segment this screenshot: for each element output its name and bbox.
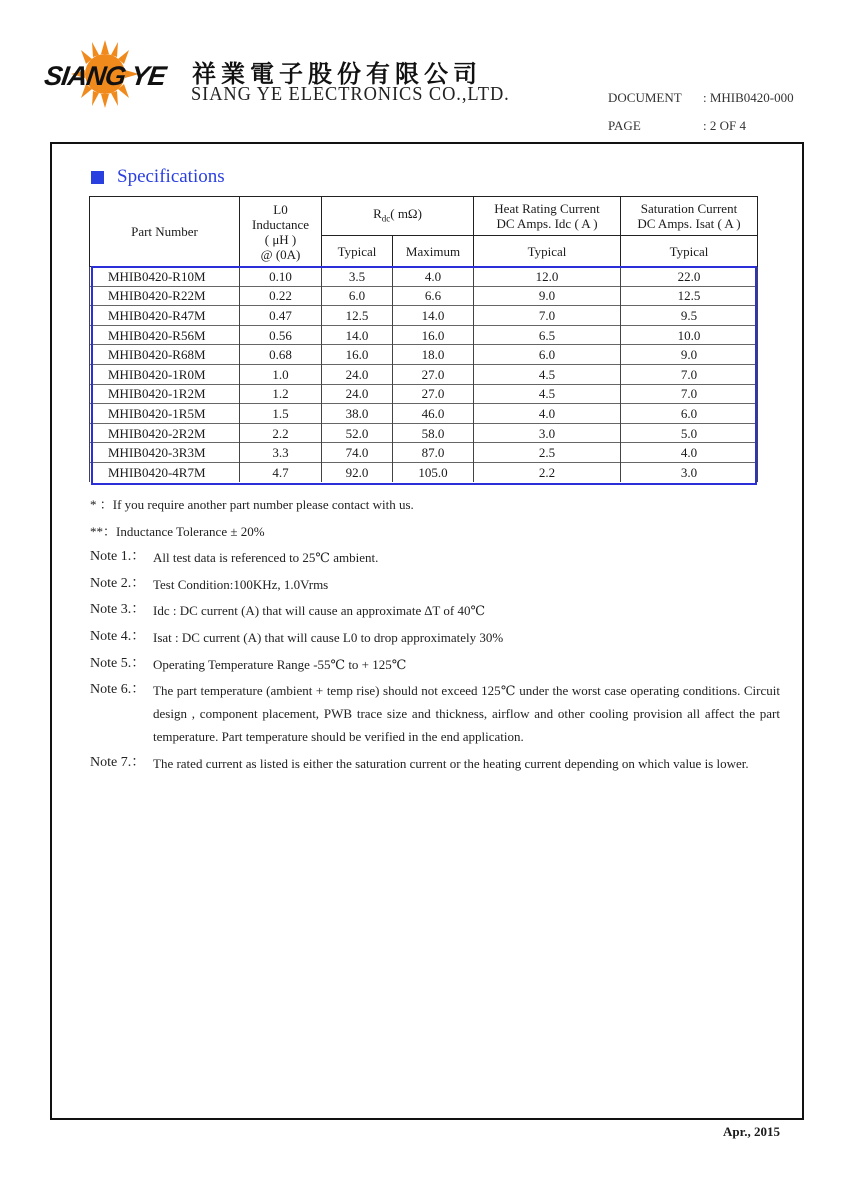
- cell-part-number: MHIB0420-R47M: [90, 306, 240, 326]
- cell-isat: 22.0: [621, 267, 758, 287]
- cell-isat: 9.5: [621, 306, 758, 326]
- note-text: All test data is referenced to 25℃ ambient.: [153, 550, 379, 565]
- cell-part-number: MHIB0420-1R2M: [90, 384, 240, 404]
- cell-idc: 2.5: [474, 443, 621, 463]
- note-text: Test Condition:100KHz, 1.0Vrms: [153, 577, 329, 592]
- table-row: [90, 345, 758, 365]
- cell-part-number: MHIB0420-3R3M: [90, 443, 240, 463]
- document-number: [608, 90, 794, 106]
- cell-part-number: MHIB0420-4R7M: [90, 462, 240, 481]
- company-name-chinese: 祥業電子股份有限公司: [192, 59, 482, 88]
- cell-inductance: 3.3: [240, 443, 322, 463]
- cell-rdc-typical: 52.0: [322, 423, 393, 443]
- cell-isat: 3.0: [621, 462, 758, 481]
- cell-part-number: MHIB0420-2R2M: [90, 423, 240, 443]
- cell-inductance: 1.2: [240, 384, 322, 404]
- cell-rdc-typical: 16.0: [322, 345, 393, 365]
- cell-part-number: MHIB0420-R10M: [90, 267, 240, 287]
- cell-isat: 9.0: [621, 345, 758, 365]
- cell-inductance: 0.56: [240, 325, 322, 345]
- cell-inductance: 0.68: [240, 345, 322, 365]
- siang-ye-logo-icon: [42, 40, 168, 108]
- table-row: [90, 462, 758, 481]
- cell-isat: 5.0: [621, 423, 758, 443]
- cell-idc: 9.0: [474, 286, 621, 306]
- header-heat-rating: [474, 197, 621, 236]
- header-sat-line1: Saturation Current: [640, 201, 738, 216]
- specifications-heading: [91, 166, 225, 188]
- note-text: The part temperature (ambient + temp rise) should not exceed 125℃ under the worst case operating conditions. Circuit design , component placement, PWB trace size and thickness, airflow and other cooling provision all affect the part temperature. Part temperature should be verified in the end application.: [153, 683, 780, 744]
- cell-isat: 10.0: [621, 325, 758, 345]
- note-label: Note 5.：: [90, 656, 146, 671]
- cell-rdc-typical: 24.0: [322, 364, 393, 384]
- cell-rdc-maximum: 18.0: [393, 345, 474, 365]
- cell-inductance: 0.22: [240, 286, 322, 306]
- header-idc-typical: Typical: [474, 236, 621, 267]
- cell-inductance: 2.2: [240, 423, 322, 443]
- cell-rdc-typical: 24.0: [322, 384, 393, 404]
- cell-isat: 7.0: [621, 384, 758, 404]
- note-text: The rated current as listed is either the saturation current or the heating current depending on which value is lower.: [153, 756, 749, 771]
- cell-rdc-typical: 12.5: [322, 306, 393, 326]
- cell-rdc-maximum: 27.0: [393, 384, 474, 404]
- cell-rdc-maximum: 14.0: [393, 306, 474, 326]
- header-rdc: [322, 197, 474, 236]
- header-inductance-line2: Inductance: [251, 216, 310, 232]
- table-row: [90, 384, 758, 404]
- table-row: [90, 364, 758, 384]
- cell-rdc-typical: 14.0: [322, 325, 393, 345]
- document-value: : MHIB0420-000: [703, 90, 794, 105]
- company-logo: [42, 40, 168, 108]
- cell-rdc-maximum: 46.0: [393, 404, 474, 424]
- cell-isat: 4.0: [621, 443, 758, 463]
- table-row: [90, 404, 758, 424]
- cell-idc: 6.0: [474, 345, 621, 365]
- header-rdc-unit: ( mΩ): [390, 205, 422, 221]
- header-inductance-line4: @ (0A): [260, 246, 301, 262]
- cell-rdc-typical: 6.0: [322, 286, 393, 306]
- company-name-english: SIANG YE ELECTRONICS CO.,LTD.: [191, 83, 510, 105]
- header-rdc-typical: Typical: [322, 236, 393, 267]
- cell-rdc-maximum: 6.6: [393, 286, 474, 306]
- cell-rdc-maximum: 58.0: [393, 423, 474, 443]
- table-row: [90, 306, 758, 326]
- footnote-part-number: * ：If you require another part number please contact with us.: [90, 497, 414, 512]
- cell-rdc-maximum: 105.0: [393, 462, 474, 481]
- header-inductance-line1: L0: [273, 201, 288, 217]
- cell-inductance: 0.10: [240, 267, 322, 287]
- cell-idc: 12.0: [474, 267, 621, 287]
- note-label: Note 2.：: [90, 576, 146, 591]
- cell-part-number: MHIB0420-1R5M: [90, 404, 240, 424]
- footer-date: Apr., 2015: [723, 1124, 780, 1139]
- page-value: : 2 OF 4: [703, 118, 746, 133]
- cell-inductance: 4.7: [240, 462, 322, 481]
- cell-idc: 2.2: [474, 462, 621, 481]
- header-rdc-maximum: Maximum: [393, 236, 474, 267]
- cell-part-number: MHIB0420-R68M: [90, 345, 240, 365]
- table-row: [90, 443, 758, 463]
- header-isat-typical: Typical: [621, 236, 758, 267]
- note-label: Note 4.：: [90, 629, 146, 644]
- table-row: [90, 325, 758, 345]
- page-label: PAGE: [608, 118, 641, 133]
- header-heat-line2: DC Amps. Idc ( A ): [496, 216, 598, 231]
- cell-idc: 4.5: [474, 384, 621, 404]
- header-sat-line2: DC Amps. Isat ( A ): [637, 216, 741, 231]
- specifications-title: Specifications: [117, 166, 225, 187]
- page-number: [608, 118, 746, 134]
- cell-idc: 4.0: [474, 404, 621, 424]
- header-rdc-subscript: dc: [381, 213, 391, 224]
- header-saturation: [621, 197, 758, 236]
- cell-rdc-maximum: 87.0: [393, 443, 474, 463]
- cell-isat: 12.5: [621, 286, 758, 306]
- cell-rdc-typical: 38.0: [322, 404, 393, 424]
- note-label: Note 3.：: [90, 602, 146, 617]
- cell-idc: 6.5: [474, 325, 621, 345]
- table-row: [90, 286, 758, 306]
- cell-rdc-typical: 74.0: [322, 443, 393, 463]
- note-label: Note 6.：: [90, 682, 146, 697]
- cell-part-number: MHIB0420-R22M: [90, 286, 240, 306]
- cell-isat: 7.0: [621, 364, 758, 384]
- table-row: [90, 267, 758, 287]
- cell-rdc-maximum: 4.0: [393, 267, 474, 287]
- specifications-table: [89, 196, 758, 482]
- note-text: Idc : DC current (A) that will cause an approximate ∆T of 40℃: [153, 603, 485, 618]
- cell-rdc-maximum: 27.0: [393, 364, 474, 384]
- document-label: DOCUMENT: [608, 90, 682, 105]
- cell-part-number: MHIB0420-1R0M: [90, 364, 240, 384]
- cell-idc: 4.5: [474, 364, 621, 384]
- cell-inductance: 0.47: [240, 306, 322, 326]
- cell-isat: 6.0: [621, 404, 758, 424]
- header-rdc-symbol: R: [373, 205, 382, 221]
- note-text: Isat : DC current (A) that will cause L0 to drop approximately 30%: [153, 630, 504, 645]
- cell-idc: 7.0: [474, 306, 621, 326]
- note-text: Operating Temperature Range -55℃ to + 125℃: [153, 657, 407, 672]
- header-inductance-line3: ( μH ): [264, 231, 297, 247]
- svg-text:SIANG YE: SIANG YE: [42, 60, 168, 91]
- square-bullet-icon: [91, 171, 104, 184]
- header-inductance: [240, 197, 322, 267]
- table-row: [90, 423, 758, 443]
- cell-rdc-typical: 92.0: [322, 462, 393, 481]
- header-heat-line1: Heat Rating Current: [494, 201, 600, 216]
- cell-inductance: 1.0: [240, 364, 322, 384]
- cell-rdc-typical: 3.5: [322, 267, 393, 287]
- header-part-number: Part Number: [90, 197, 240, 267]
- note-label: Note 7.：: [90, 755, 146, 770]
- cell-rdc-maximum: 16.0: [393, 325, 474, 345]
- cell-part-number: MHIB0420-R56M: [90, 325, 240, 345]
- note-label: Note 1.：: [90, 549, 146, 564]
- cell-idc: 3.0: [474, 423, 621, 443]
- footnote-tolerance: **：Inductance Tolerance ± 20%: [90, 524, 265, 539]
- cell-inductance: 1.5: [240, 404, 322, 424]
